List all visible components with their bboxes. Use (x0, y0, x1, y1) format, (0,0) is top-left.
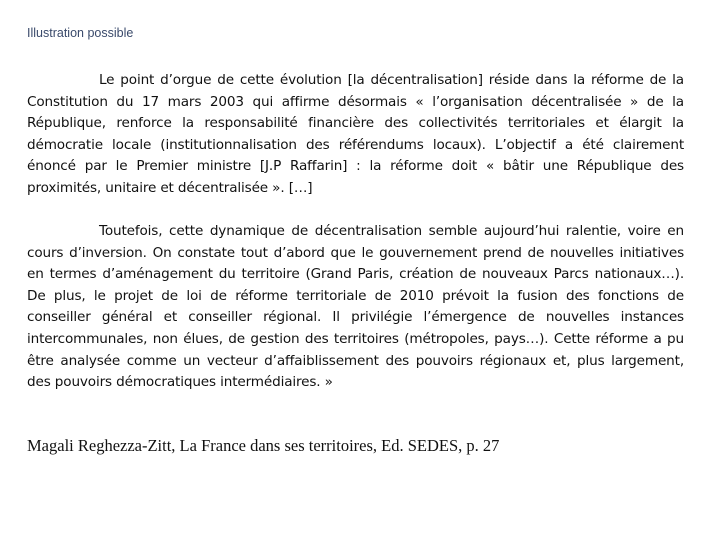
quote-paragraph-2-block (27, 221, 684, 394)
illustration-label: Illustration possible (27, 26, 134, 40)
quote-paragraph-1-block (27, 70, 684, 200)
quote-paragraph-2: Toutefois, cette dynamique de décentralisation semble aujourd’hui ralentie, voire en cours d’inversion. On constate tout d’abord que le gouvernement prend de nouvelles initiatives en termes d’aménagement du territoire (Grand Paris, création de nouveaux Parcs nationaux…). De plus, le projet de loi de réforme territoriale de 2010 prévoit la fusion des fonctions de conseiller général et conseiller régional. Il privilégie l’émergence de nouvelles instances intercommunales, non élues, de gestion des territoires (métropoles, pays…). Cette réforme a pu être analysée comme un vecteur d’affaiblissement des pouvoirs régionaux et, plus largement, des pouvoirs démocratiques intermédiaires. » (27, 223, 684, 391)
source-citation: Magali Reghezza-Zitt, La France dans ses territoires, Ed. SEDES, p. 27 (27, 436, 500, 455)
quote-paragraph-1: Le point d’orgue de cette évolution [la décentralisation] réside dans la réforme de la Constitution du 17 mars 2003 qui affirme désormais « l’organisation décentralisée » de la République, renforce la responsabilité financière des collectivités territoriales et élargit la démocratie locale (institutionnalisation des référendums locaux). L’objectif a été clairement énoncé par le Premier ministre [J.P Raffarin] : la réforme doit « bâtir une République des proximités, unitaire et décentralisée ». […] (27, 72, 684, 196)
